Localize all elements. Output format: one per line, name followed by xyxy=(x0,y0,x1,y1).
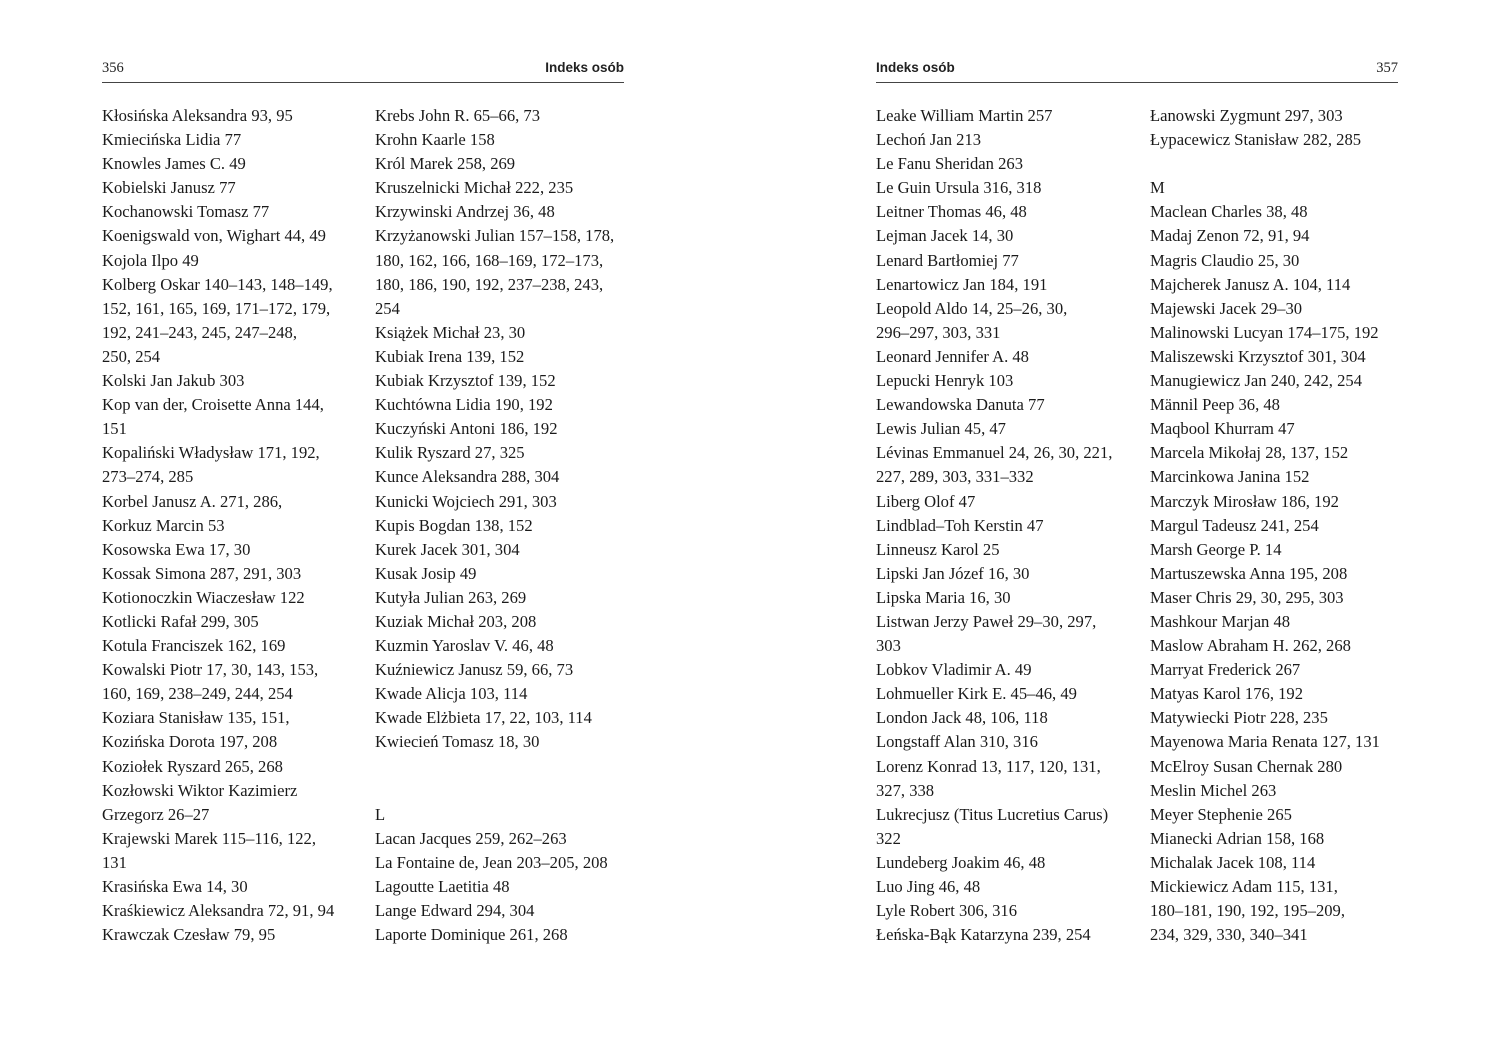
index-entry xyxy=(1150,610,1412,634)
running-title: Indeks osób xyxy=(545,60,624,75)
entry-text: Korkuz Marcin 53 xyxy=(102,515,225,535)
index-entry xyxy=(375,682,637,706)
index-entry xyxy=(1150,104,1412,128)
index-entry xyxy=(876,104,1138,128)
entry-text: Krohn Kaarle 158 xyxy=(375,130,495,150)
entry-text: Magris Claudio 25, 30 xyxy=(1150,250,1300,270)
index-entry xyxy=(1150,321,1412,345)
entry-text: La Fontaine de, Jean 203–205, 208 xyxy=(375,852,608,872)
entry-text: Michalak Jacek 108, 114 xyxy=(1150,852,1316,872)
entry-text: Mickiewicz Adam 115, 131, xyxy=(1150,877,1338,896)
entry-text: Maslow Abraham H. 262, 268 xyxy=(1150,636,1351,656)
index-entry xyxy=(102,441,364,489)
index-entry xyxy=(1150,538,1412,562)
index-entry xyxy=(876,923,1138,947)
entry-text: Kruszelnicki Michał 222, 235 xyxy=(375,178,574,198)
entry-text: Kunce Aleksandra 288, 304 xyxy=(375,467,560,487)
entry-text: Kuzmin Yaroslav V. 46, 48 xyxy=(375,636,554,656)
index-entry xyxy=(876,224,1138,248)
index-entry xyxy=(876,417,1138,441)
entry-group xyxy=(1150,200,1412,947)
entry-text: Maqbool Khurram 47 xyxy=(1150,419,1295,439)
index-entry xyxy=(102,152,364,176)
running-title: Indeks osób xyxy=(876,60,955,75)
index-entry xyxy=(102,224,364,248)
entry-text: Marcinkowa Janina 152 xyxy=(1150,467,1310,487)
entry-text: Longstaff Alan 310, 316 xyxy=(876,732,1038,752)
index-entry xyxy=(375,562,637,586)
entry-continuation: 180–181, 190, 192, 195–209, xyxy=(1150,901,1345,921)
entry-continuation: 151 xyxy=(102,419,127,439)
index-entry xyxy=(102,827,364,875)
index-entry xyxy=(876,393,1138,417)
index-entry xyxy=(102,634,364,658)
entry-continuation: 192, 241–243, 245, 247–248, xyxy=(102,322,297,342)
index-entry xyxy=(876,875,1138,899)
index-entry xyxy=(375,104,637,128)
index-entry xyxy=(375,514,637,538)
index-entry xyxy=(102,586,364,610)
entry-text: Krawczak Czesław 79, 95 xyxy=(102,925,276,945)
index-entry xyxy=(102,176,364,200)
entry-continuation: 160, 169, 238–249, 244, 254 xyxy=(102,684,293,704)
entry-text: Maclean Charles 38, 48 xyxy=(1150,202,1308,222)
entry-text: Kwade Elżbieta 17, 22, 103, 114 xyxy=(375,708,592,728)
entry-continuation: 250, 254 xyxy=(102,346,161,366)
entry-text: Laporte Dominique 261, 268 xyxy=(375,925,568,945)
entry-text: Kotlicki Rafał 299, 305 xyxy=(102,611,259,631)
index-entry xyxy=(375,658,637,682)
entry-text: Lejman Jacek 14, 30 xyxy=(876,226,1014,246)
index-entry xyxy=(876,273,1138,297)
entry-text: Kmiecińska Lidia 77 xyxy=(102,130,242,150)
index-entry xyxy=(375,345,637,369)
index-column xyxy=(1150,104,1412,947)
entry-text: Lenartowicz Jan 184, 191 xyxy=(876,274,1048,294)
index-entry xyxy=(1150,755,1412,779)
index-entry xyxy=(1150,417,1412,441)
entry-text: Lewandowska Danuta 77 xyxy=(876,395,1045,415)
entry-text: Marczyk Mirosław 186, 192 xyxy=(1150,491,1339,511)
index-entry xyxy=(102,899,364,923)
index-entry xyxy=(375,610,637,634)
index-entry xyxy=(375,128,637,152)
index-entry xyxy=(375,490,637,514)
entry-text: Leonard Jennifer A. 48 xyxy=(876,346,1029,366)
entry-continuation: 303 xyxy=(876,636,901,656)
index-entry xyxy=(1150,345,1412,369)
entry-text: Meslin Michel 263 xyxy=(1150,780,1277,800)
index-entry xyxy=(1150,827,1412,851)
entry-text: Listwan Jerzy Paweł 29–30, 297, xyxy=(876,611,1097,631)
index-entry xyxy=(876,803,1138,851)
entry-text: Książek Michał 23, 30 xyxy=(375,322,526,342)
index-entry xyxy=(1150,369,1412,393)
index-entry xyxy=(375,152,637,176)
index-entry xyxy=(876,345,1138,369)
entry-text: Kupis Bogdan 138, 152 xyxy=(375,515,533,535)
entry-text: Kutyła Julian 263, 269 xyxy=(375,587,527,607)
index-entry xyxy=(876,610,1138,658)
entry-text: Kraśkiewicz Aleksandra 72, 91, 94 xyxy=(102,901,335,921)
entry-text: Knowles James C. 49 xyxy=(102,154,246,174)
index-entry xyxy=(375,706,637,730)
entry-text: Kubiak Krzysztof 139, 152 xyxy=(375,371,556,391)
index-entry xyxy=(375,224,637,320)
entry-text: Kojola Ilpo 49 xyxy=(102,250,199,270)
entry-text: Lobkov Vladimir A. 49 xyxy=(876,660,1032,680)
right-page-header xyxy=(876,58,1398,83)
index-entry xyxy=(876,297,1138,345)
entry-text: Lenard Bartłomiej 77 xyxy=(876,250,1019,270)
index-entry xyxy=(1150,779,1412,803)
entry-text: Marsh George P. 14 xyxy=(1150,539,1282,559)
index-entry xyxy=(876,128,1138,152)
entry-text: Lepucki Henryk 103 xyxy=(876,371,1014,391)
entry-text: Martuszewska Anna 195, 208 xyxy=(1150,563,1348,583)
entry-text: Krebs John R. 65–66, 73 xyxy=(375,106,541,125)
entry-text: Koziołek Ryszard 265, 268 xyxy=(102,756,283,776)
entry-text: Kwiecień Tomasz 18, 30 xyxy=(375,732,540,752)
entry-text: Lyle Robert 306, 316 xyxy=(876,901,1018,921)
index-entry xyxy=(876,176,1138,200)
index-entry xyxy=(876,658,1138,682)
entry-text: Lipska Maria 16, 30 xyxy=(876,587,1011,607)
index-entry xyxy=(1150,393,1412,417)
index-entry xyxy=(375,586,637,610)
index-entry xyxy=(876,514,1138,538)
section-gap xyxy=(1150,152,1412,176)
index-entry xyxy=(102,490,364,514)
index-entry xyxy=(876,899,1138,923)
index-entry xyxy=(1150,730,1412,754)
entry-text: Lindblad–Toh Kerstin 47 xyxy=(876,515,1044,535)
entry-continuation: Grzegorz 26–27 xyxy=(102,804,210,824)
entry-text: Kwade Alicja 103, 114 xyxy=(375,684,528,704)
index-entry xyxy=(102,755,364,779)
index-entry xyxy=(1150,490,1412,514)
index-entry xyxy=(1150,200,1412,224)
index-entry xyxy=(375,923,637,947)
entry-text: Lacan Jacques 259, 262–263 xyxy=(375,828,567,848)
index-entry xyxy=(876,755,1138,803)
entry-text: Kozińska Dorota 197, 208 xyxy=(102,732,278,752)
entry-text: Kubiak Irena 139, 152 xyxy=(375,346,525,366)
index-entry xyxy=(876,730,1138,754)
index-entry xyxy=(375,851,637,875)
index-entry xyxy=(102,393,364,441)
index-entry xyxy=(1150,586,1412,610)
entry-text: Krajewski Marek 115–116, 122, xyxy=(102,828,316,848)
entry-text: Linneusz Karol 25 xyxy=(876,539,1000,559)
index-entry xyxy=(102,610,364,634)
index-entry xyxy=(375,417,637,441)
index-entry xyxy=(876,152,1138,176)
entry-continuation: 234, 329, 330, 340–341 xyxy=(1150,925,1308,945)
entry-text: Mayenowa Maria Renata 127, 131 xyxy=(1150,732,1380,752)
entry-text: McElroy Susan Chernak 280 xyxy=(1150,756,1343,776)
index-entry xyxy=(102,249,364,273)
entry-text: Liberg Olof 47 xyxy=(876,491,976,511)
entry-text: Kozłowski Wiktor Kazimierz xyxy=(102,780,298,800)
section-letter: M xyxy=(1150,178,1165,198)
entry-text: Mashkour Marjan 48 xyxy=(1150,611,1291,631)
entry-text: Marcela Mikołaj 28, 137, 152 xyxy=(1150,443,1349,463)
index-column xyxy=(375,104,637,947)
entry-text: Kotula Franciszek 162, 169 xyxy=(102,636,286,656)
entry-text: Majcherek Janusz A. 104, 114 xyxy=(1150,274,1351,294)
index-entry xyxy=(876,851,1138,875)
section-letter: L xyxy=(375,804,386,824)
entry-text: Lorenz Konrad 13, 117, 120, 131, xyxy=(876,756,1101,776)
index-entry xyxy=(102,562,364,586)
entry-text: London Jack 48, 106, 118 xyxy=(876,708,1048,728)
index-entry xyxy=(876,586,1138,610)
entry-continuation: 322 xyxy=(876,828,901,848)
entry-text: Łeńska-Bąk Katarzyna 239, 254 xyxy=(876,925,1091,945)
index-entry xyxy=(1150,562,1412,586)
entry-text: Kowalski Piotr 17, 30, 143, 153, xyxy=(102,660,319,680)
entry-text: Krzywinski Andrzej 36, 48 xyxy=(375,202,555,222)
entry-text: Łypacewicz Stanisław 282, 285 xyxy=(1150,130,1362,150)
index-entry xyxy=(375,634,637,658)
entry-group xyxy=(1150,104,1412,152)
entry-text: Lagoutte Laetitia 48 xyxy=(375,877,510,896)
index-entry xyxy=(876,562,1138,586)
index-entry xyxy=(1150,224,1412,248)
index-entry xyxy=(876,682,1138,706)
index-entry xyxy=(102,730,364,754)
right-page xyxy=(876,0,1398,1052)
index-entry xyxy=(1150,249,1412,273)
entry-text: Kotionoczkin Wiaczesław 122 xyxy=(102,587,305,607)
section-gap xyxy=(375,755,637,803)
index-entry xyxy=(1150,128,1412,152)
entry-text: Kuczyński Antoni 186, 192 xyxy=(375,419,558,439)
index-column xyxy=(876,104,1138,947)
index-entry xyxy=(1150,803,1412,827)
entry-text: Lewis Julian 45, 47 xyxy=(876,419,1006,439)
entry-continuation: 180, 186, 190, 192, 237–238, 243, xyxy=(375,274,604,294)
entry-text: Kurek Jacek 301, 304 xyxy=(375,539,520,559)
entry-continuation: 327, 338 xyxy=(876,780,935,800)
entry-text: Leake William Martin 257 xyxy=(876,106,1053,125)
index-entry xyxy=(375,875,637,899)
entry-text: Kossak Simona 287, 291, 303 xyxy=(102,563,302,583)
index-entry xyxy=(1150,273,1412,297)
index-entry xyxy=(375,899,637,923)
index-entry xyxy=(102,538,364,562)
entry-continuation: 131 xyxy=(102,852,127,872)
entry-text: Lundeberg Joakim 46, 48 xyxy=(876,852,1046,872)
index-entry xyxy=(876,706,1138,730)
entry-text: Matywiecki Piotr 228, 235 xyxy=(1150,708,1328,728)
entry-text: Luo Jing 46, 48 xyxy=(876,877,981,896)
index-entry xyxy=(1150,634,1412,658)
entry-text: Kuźniewicz Janusz 59, 66, 73 xyxy=(375,660,574,680)
index-entry xyxy=(375,176,637,200)
index-entry xyxy=(876,538,1138,562)
index-column xyxy=(102,104,364,947)
index-entry xyxy=(876,249,1138,273)
index-entry xyxy=(876,369,1138,393)
index-entry xyxy=(102,273,364,369)
index-entry xyxy=(102,200,364,224)
entry-text: Malinowski Lucyan 174–175, 192 xyxy=(1150,322,1379,342)
entry-text: Kop van der, Croisette Anna 144, xyxy=(102,395,324,415)
entry-group xyxy=(375,104,637,755)
left-page xyxy=(102,0,624,1052)
index-entry xyxy=(102,104,364,128)
entry-text: Marryat Frederick 267 xyxy=(1150,660,1301,680)
entry-text: Le Guin Ursula 316, 318 xyxy=(876,178,1042,198)
entry-text: Lange Edward 294, 304 xyxy=(375,901,535,921)
index-entry xyxy=(102,706,364,730)
entry-text: Matyas Karol 176, 192 xyxy=(1150,684,1304,704)
index-entry xyxy=(1150,682,1412,706)
entry-text: Łanowski Zygmunt 297, 303 xyxy=(1150,106,1343,125)
entry-text: Kuchtówna Lidia 190, 192 xyxy=(375,395,553,415)
index-entry xyxy=(375,465,637,489)
entry-text: Leopold Aldo 14, 25–26, 30, xyxy=(876,298,1068,318)
index-entry xyxy=(375,827,637,851)
index-entry xyxy=(1150,441,1412,465)
index-entry xyxy=(1150,514,1412,538)
index-entry xyxy=(1150,297,1412,321)
entry-text: Krasińska Ewa 14, 30 xyxy=(102,877,248,896)
index-entry xyxy=(375,321,637,345)
entry-continuation: 227, 289, 303, 331–332 xyxy=(876,467,1034,487)
index-entry xyxy=(102,658,364,706)
entry-text: Leitner Thomas 46, 48 xyxy=(876,202,1027,222)
entry-text: Meyer Stephenie 265 xyxy=(1150,804,1292,824)
index-entry xyxy=(876,200,1138,224)
entry-text: Król Marek 258, 269 xyxy=(375,154,516,174)
entry-text: Margul Tadeusz 241, 254 xyxy=(1150,515,1319,535)
page-number: 357 xyxy=(1376,60,1398,76)
entry-text: Lechoń Jan 213 xyxy=(876,130,982,150)
index-entry xyxy=(1150,706,1412,730)
entry-text: Lévinas Emmanuel 24, 26, 30, 221, xyxy=(876,443,1113,463)
entry-continuation: 254 xyxy=(375,298,400,318)
entry-text: Lukrecjusz (Titus Lucretius Carus) xyxy=(876,804,1109,824)
index-entry xyxy=(102,779,364,827)
entry-text: Mianecki Adrian 158, 168 xyxy=(1150,828,1325,848)
entry-text: Madaj Zenon 72, 91, 94 xyxy=(1150,226,1310,246)
entry-text: Maliszewski Krzysztof 301, 304 xyxy=(1150,346,1366,366)
entry-text: Kulik Ryszard 27, 325 xyxy=(375,443,525,463)
left-page-header xyxy=(102,58,624,83)
index-entry xyxy=(102,128,364,152)
entry-text: Kobielski Janusz 77 xyxy=(102,178,236,198)
entry-continuation: 296–297, 303, 331 xyxy=(876,322,1001,342)
index-entry xyxy=(876,490,1138,514)
entry-text: Kolberg Oskar 140–143, 148–149, xyxy=(102,274,333,294)
entry-text: Manugiewicz Jan 240, 242, 254 xyxy=(1150,371,1362,391)
entry-text: Lohmueller Kirk E. 45–46, 49 xyxy=(876,684,1077,704)
entry-text: Kunicki Wojciech 291, 303 xyxy=(375,491,557,511)
index-entry xyxy=(1150,658,1412,682)
entry-text: Kopaliński Władysław 171, 192, xyxy=(102,443,320,463)
entry-continuation: 180, 162, 166, 168–169, 172–173, xyxy=(375,250,604,270)
entry-text: Krzyżanowski Julian 157–158, 178, xyxy=(375,226,615,246)
entry-text: Kłosińska Aleksandra 93, 95 xyxy=(102,106,293,125)
entry-continuation: 152, 161, 165, 169, 171–172, 179, xyxy=(102,298,331,318)
entry-text: Koenigswald von, Wighart 44, 49 xyxy=(102,226,326,246)
entry-text: Kochanowski Tomasz 77 xyxy=(102,202,270,222)
entry-text: Kosowska Ewa 17, 30 xyxy=(102,539,251,559)
index-entry xyxy=(1150,465,1412,489)
entry-text: Kuziak Michał 203, 208 xyxy=(375,611,537,631)
index-entry xyxy=(375,369,637,393)
entry-text: Kolski Jan Jakub 303 xyxy=(102,371,245,391)
index-entry xyxy=(876,441,1138,489)
entry-text: Le Fanu Sheridan 263 xyxy=(876,154,1024,174)
index-entry xyxy=(375,730,637,754)
entry-text: Koziara Stanisław 135, 151, xyxy=(102,708,290,728)
entry-text: Korbel Janusz A. 271, 286, xyxy=(102,491,283,511)
entry-group xyxy=(375,827,637,947)
index-entry xyxy=(102,923,364,947)
index-entry xyxy=(1150,851,1412,875)
entry-text: Majewski Jacek 29–30 xyxy=(1150,298,1303,318)
index-entry xyxy=(1150,875,1412,947)
entry-text: Männil Peep 36, 48 xyxy=(1150,395,1280,415)
entry-text: Lipski Jan Józef 16, 30 xyxy=(876,563,1030,583)
index-entry xyxy=(375,538,637,562)
index-entry xyxy=(102,875,364,899)
index-entry xyxy=(102,514,364,538)
index-entry xyxy=(375,200,637,224)
entry-text: Maser Chris 29, 30, 295, 303 xyxy=(1150,587,1344,607)
entry-continuation: 273–274, 285 xyxy=(102,467,194,487)
page-number: 356 xyxy=(102,60,124,76)
entry-text: Kusak Josip 49 xyxy=(375,563,477,583)
index-entry xyxy=(102,369,364,393)
index-entry xyxy=(375,441,637,465)
index-entry xyxy=(375,393,637,417)
